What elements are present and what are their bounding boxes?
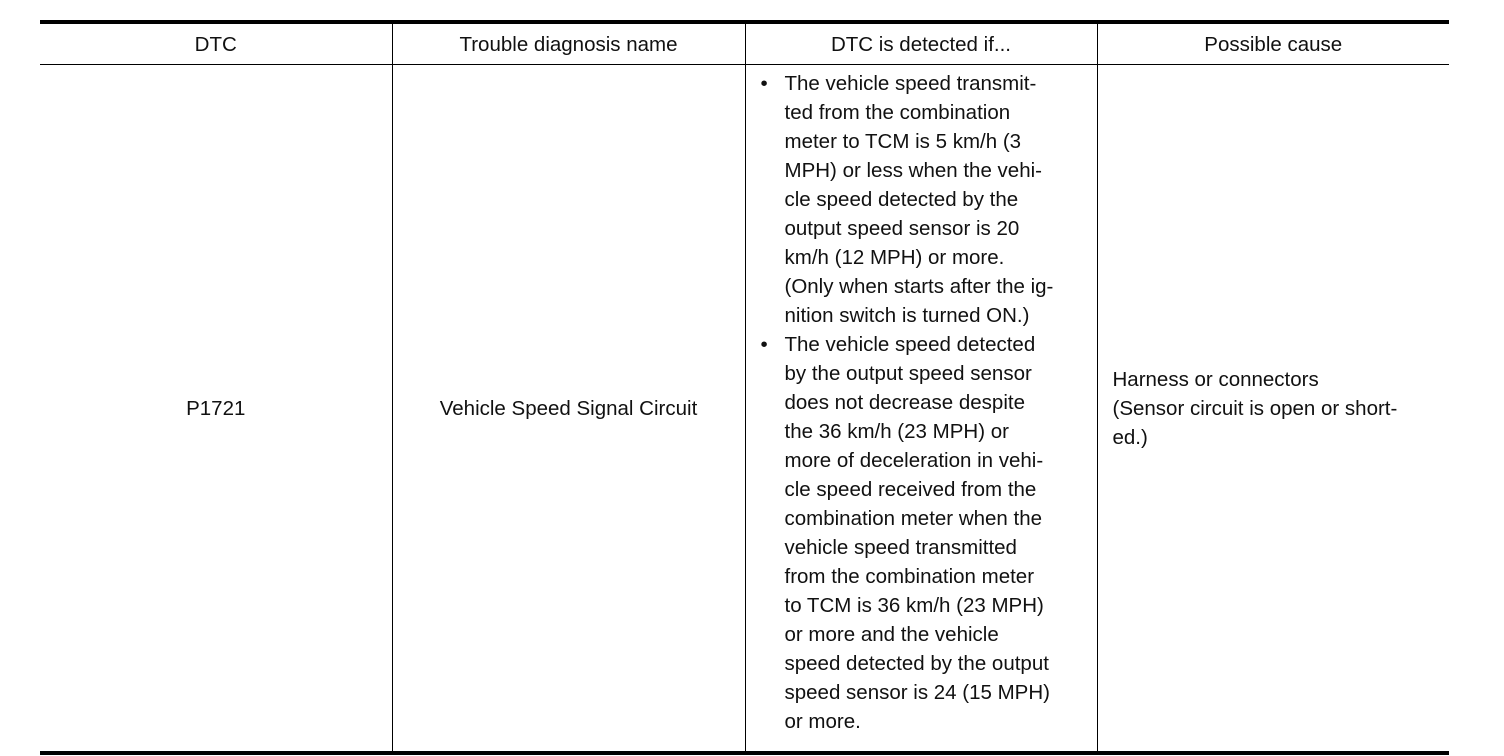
condition-line: ted from the combination bbox=[784, 101, 1011, 124]
header-possible-cause: Possible cause bbox=[1097, 22, 1449, 65]
dtc-table-container bbox=[40, 20, 1449, 750]
condition-line: meter to TCM is 5 km/h (3 bbox=[784, 130, 1022, 153]
condition-line: from the combination meter bbox=[784, 565, 1035, 588]
bullet-icon: • bbox=[760, 72, 768, 95]
possible-cause-cell bbox=[1097, 65, 1449, 754]
cause-line: (Sensor circuit is open or short- bbox=[1112, 396, 1398, 420]
dtc-code-cell: P1721 bbox=[40, 65, 392, 754]
condition-line: combination meter when the bbox=[784, 507, 1043, 530]
detection-conditions-list bbox=[760, 69, 1089, 736]
header-trouble-diagnosis-name: Trouble diagnosis name bbox=[392, 22, 745, 65]
header-dtc-detected-if: DTC is detected if... bbox=[745, 22, 1097, 65]
cause-line: Harness or connectors bbox=[1112, 367, 1319, 391]
condition-line: speed sensor is 24 (15 MPH) bbox=[784, 681, 1050, 704]
table-header-row bbox=[40, 22, 1449, 65]
bullet-icon: • bbox=[760, 333, 768, 356]
cause-line: ed.) bbox=[1112, 425, 1148, 449]
trouble-diagnosis-name-cell: Vehicle Speed Signal Circuit bbox=[392, 65, 745, 754]
detection-conditions-cell bbox=[745, 65, 1097, 754]
condition-line: nition switch is turned ON.) bbox=[784, 304, 1030, 327]
condition-line: or more. bbox=[784, 710, 861, 733]
table-row bbox=[40, 65, 1449, 754]
condition-line: MPH) or less when the vehi- bbox=[784, 159, 1042, 182]
condition-item bbox=[760, 69, 1089, 330]
condition-line: The vehicle speed detected bbox=[784, 333, 1036, 356]
condition-line: the 36 km/h (23 MPH) or bbox=[784, 420, 1009, 443]
condition-line: vehicle speed transmitted bbox=[784, 536, 1017, 559]
condition-line: to TCM is 36 km/h (23 MPH) bbox=[784, 594, 1044, 617]
condition-line: km/h (12 MPH) or more. bbox=[784, 246, 1005, 269]
condition-line: more of deceleration in vehi- bbox=[784, 449, 1044, 472]
condition-item bbox=[760, 330, 1089, 736]
condition-line: or more and the vehicle bbox=[784, 623, 999, 646]
condition-line: cle speed detected by the bbox=[784, 188, 1019, 211]
condition-line: The vehicle speed transmit- bbox=[784, 72, 1037, 95]
header-dtc: DTC bbox=[40, 22, 392, 65]
condition-line: by the output speed sensor bbox=[784, 362, 1032, 385]
condition-line: does not decrease despite bbox=[784, 391, 1025, 414]
dtc-table bbox=[40, 20, 1449, 755]
condition-line: cle speed received from the bbox=[784, 478, 1037, 501]
condition-line: speed detected by the output bbox=[784, 652, 1049, 675]
condition-line: (Only when starts after the ig- bbox=[784, 275, 1054, 298]
condition-line: output speed sensor is 20 bbox=[784, 217, 1020, 240]
